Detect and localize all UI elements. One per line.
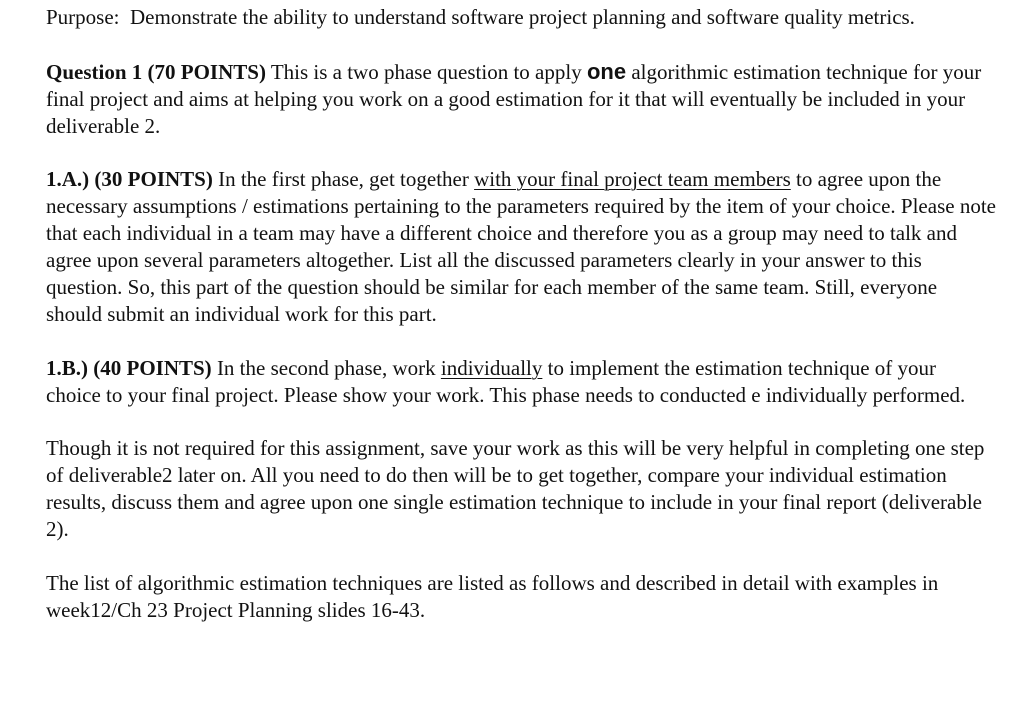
part-a-heading: 1.A.) (30 POINTS) — [46, 167, 213, 191]
part-a-text-before: In the first phase, get together — [218, 167, 469, 191]
part-b-paragraph — [46, 355, 996, 409]
note-paragraph: Though it is not required for this assignment, save your work as this will be very helpful in completing one step of deliverable2 later on. All you need to do then will be to get together, compare your individual estimation results, discuss them and agree upon one single estimation technique to include in your final report (deliverable 2). — [46, 436, 985, 541]
question1-heading: Question 1 (70 POINTS) — [46, 59, 266, 84]
part-b-text-after: to implement the estimation technique of your choice to your final project. Please show your work. This phase needs to conducted e individually performed. — [46, 355, 966, 407]
part-a-text-after: to agree upon the necessary assumptions / estimations pertaining to the parameters required by the item of your choice. Please note that each individual in a team may have a different choice and therefore you as a group may need to talk and agree upon several parameters altogether. List all the discussed parameters clearly in your answer to this question. So, this part of the question should be similar for each member of the same team. Still, everyone should submit an individual work for this part. — [46, 167, 996, 326]
question1-text-after: algorithmic estimation technique for your final project and aims at helping you work on a good estimation for it that will eventually be included in your deliverable 2. — [46, 59, 982, 138]
purpose-label: Purpose: — [46, 5, 120, 29]
question1-emphasis: one — [586, 58, 627, 84]
part-b-underlined: individually — [440, 355, 543, 380]
document-body — [46, 4, 996, 624]
part-a-paragraph — [46, 166, 996, 328]
purpose-text: Demonstrate the ability to understand software project planning and software quality metrics. — [130, 5, 915, 29]
part-a-underlined: with your final project team members — [474, 167, 791, 191]
part-b-text-before: In the second phase, work — [216, 355, 436, 380]
list-intro-paragraph: The list of algorithmic estimation techniques are listed as follows and described in detail with examples in week12/Ch 23 Project Planning slides 16-43. — [46, 570, 939, 622]
question1-text-before: This is a two phase question to apply — [270, 59, 582, 84]
part-b-heading: 1.B.) (40 POINTS) — [46, 355, 212, 380]
question1-paragraph — [46, 58, 996, 140]
purpose-paragraph — [46, 4, 996, 31]
